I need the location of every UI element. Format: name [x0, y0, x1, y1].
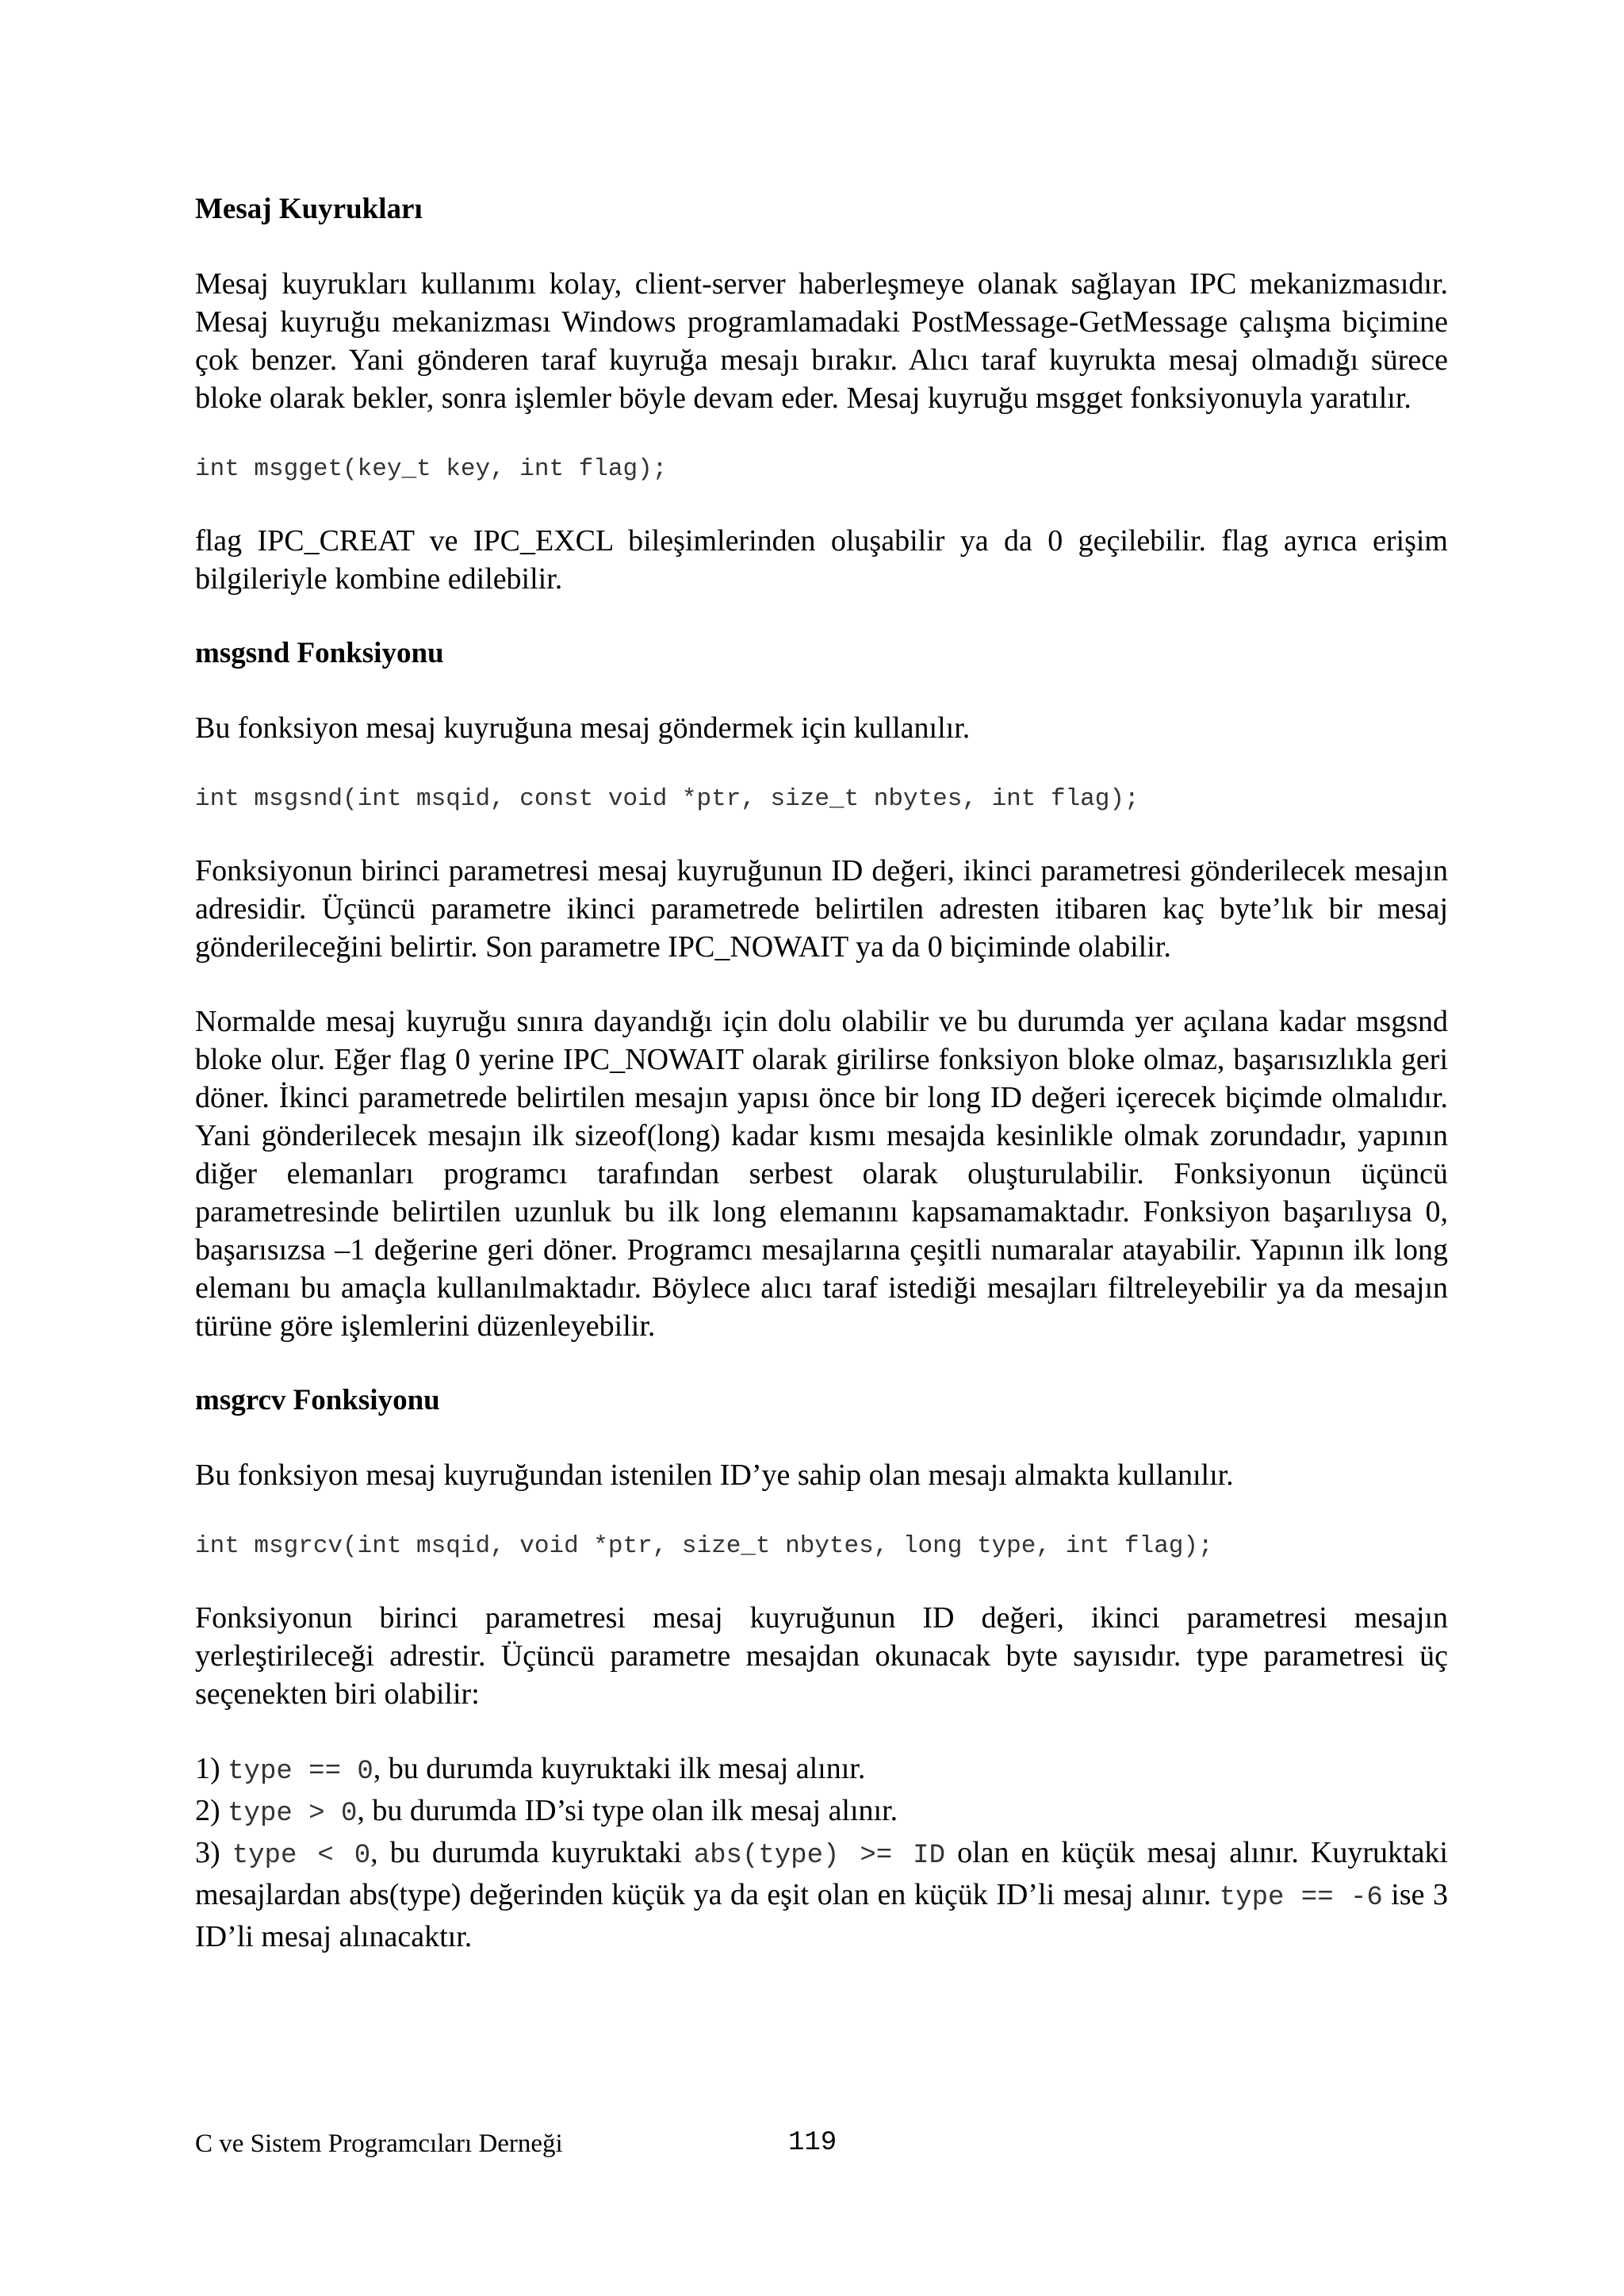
list-item-code-example: type == -6	[1219, 1883, 1383, 1913]
paragraph-msgsnd-details: Normalde mesaj kuyruğu sınıra dayandığı için dolu olabilir ve bu durumda yer açılana kadar msgsnd bloke olur. Eğer flag 0 yerine IPC_NOWAIT olarak girilirse fonksiyon bloke olmaz, başarısızlıkla geri döner. İkinci parametrede belirtilen mesajın yapısı önce bir long ID değeri içerecek biçimde olmalıdır. Yani gönderilecek mesajın ilk sizeof(long) kadar kısmı mesajda kesinlikle olmak zorundadır, yapının diğer elemanları programcı tarafından serbest olarak oluşturulabilir. Fonksiyonun üçüncü parametresinde belirtilen uzunluk bu ilk long elemanını kapsamamaktadır. Fonksiyon başarılıysa 0, başarısızsa –1 değerine geri döner. Programcı mesajlarına çeşitli numaralar atayabilir. Yapının ilk long elemanı bu amaçla kullanılmaktadır. Böylece alıcı taraf istediği mesajları filtreleyebilir ya da mesajın türüne göre işlemlerini düzenleyebilir.	[195, 1005, 1448, 1343]
list-item-text-continued: olan en küçük mesaj alınır. Kuyruktaki mesajlardan abs(type) değerinden küçük ya da eşit olan en küçük ID’li mesaj alınır.	[195, 1836, 1448, 1911]
section-heading-mesaj-kuyruklari: Mesaj Kuyrukları	[195, 193, 423, 225]
footer-organization: C ve Sistem Programcıları Derneği	[195, 2129, 563, 2158]
list-item-number: 1)	[195, 1752, 220, 1785]
page-content	[195, 190, 1448, 1957]
paragraph-msgsnd-params: Fonksiyonun birinci parametresi mesaj kuyruğunun ID değeri, ikinci parametresi gönderilecek mesajın adresidir. Üçüncü parametre ikinci parametrede belirtilen adresten itibaren kaç byte’lık bir mesaj gönderileceğini belirtir. Son parametre IPC_NOWAIT ya da 0 biçiminde olabilir.	[195, 854, 1448, 964]
list-item-code-abs: abs(type) >= ID	[693, 1841, 945, 1871]
paragraph-flag: flag IPC_CREAT ve IPC_EXCL bileşimlerinden oluşabilir ya da 0 geçilebilir. flag ayrıca erişim bilgileriyle kombine edilebilir.	[195, 524, 1448, 596]
section-heading-msgrcv: msgrcv Fonksiyonu	[195, 1384, 440, 1416]
list-item-code: type == 0	[228, 1757, 373, 1787]
list-item-text: , bu durumda kuyruktaki	[370, 1836, 694, 1869]
paragraph-intro: Mesaj kuyrukları kullanımı kolay, client-server haberleşmeye olanak sağlayan IPC mekanizmasıdır. Mesaj kuyruğu mekanizması Windows programlamadaki PostMessage-GetMessage çalışma biçimine çok benzer. Yani gönderen taraf kuyruğa mesajı bırakır. Alıcı taraf kuyrukta mesaj olmadığı sürece bloke olarak bekler, sonra işlemler böyle devam eder. Mesaj kuyruğu msgget fonksiyonuyla yaratılır.	[195, 267, 1448, 415]
paragraph-msgrcv-params: Fonksiyonun birinci parametresi mesaj kuyruğunun ID değeri, ikinci parametresi mesajın yerleştirileceği adrestir. Üçüncü parametre mesajdan okunacak byte sayısıdır. type parametresi üç seçenekten biri olabilir:	[195, 1601, 1448, 1711]
list-item-code: type > 0	[228, 1799, 358, 1829]
code-msgrcv: int msgrcv(int msqid, void *ptr, size_t nbytes, long type, int flag);	[195, 1532, 1213, 1560]
list-item-number: 3)	[195, 1836, 220, 1869]
list-item-text: , bu durumda kuyruktaki ilk mesaj alınır.	[373, 1752, 866, 1785]
list-item	[195, 1834, 1448, 1957]
paragraph-msgsnd-intro: Bu fonksiyon mesaj kuyruğuna mesaj göndermek için kullanılır.	[195, 711, 971, 745]
list-item	[195, 1750, 1448, 1792]
list-item-text: , bu durumda ID’si type olan ilk mesaj alınır.	[357, 1794, 898, 1827]
list-item-code: type < 0	[232, 1841, 371, 1871]
list-item-text-end: ise 3 ID’li mesaj alınacaktır.	[195, 1878, 1448, 1953]
list-item	[195, 1792, 1448, 1834]
page-number: 119	[788, 2128, 837, 2158]
code-msgget: int msgget(key_t key, int flag);	[195, 455, 668, 483]
section-heading-msgsnd: msgsnd Fonksiyonu	[195, 637, 444, 669]
list-item-number: 2)	[195, 1794, 220, 1827]
paragraph-msgrcv-intro: Bu fonksiyon mesaj kuyruğundan istenilen ID’ye sahip olan mesajı almakta kullanılır.	[195, 1458, 1234, 1492]
code-msgsnd: int msgsnd(int msqid, const void *ptr, size_t nbytes, int flag);	[195, 785, 1139, 813]
